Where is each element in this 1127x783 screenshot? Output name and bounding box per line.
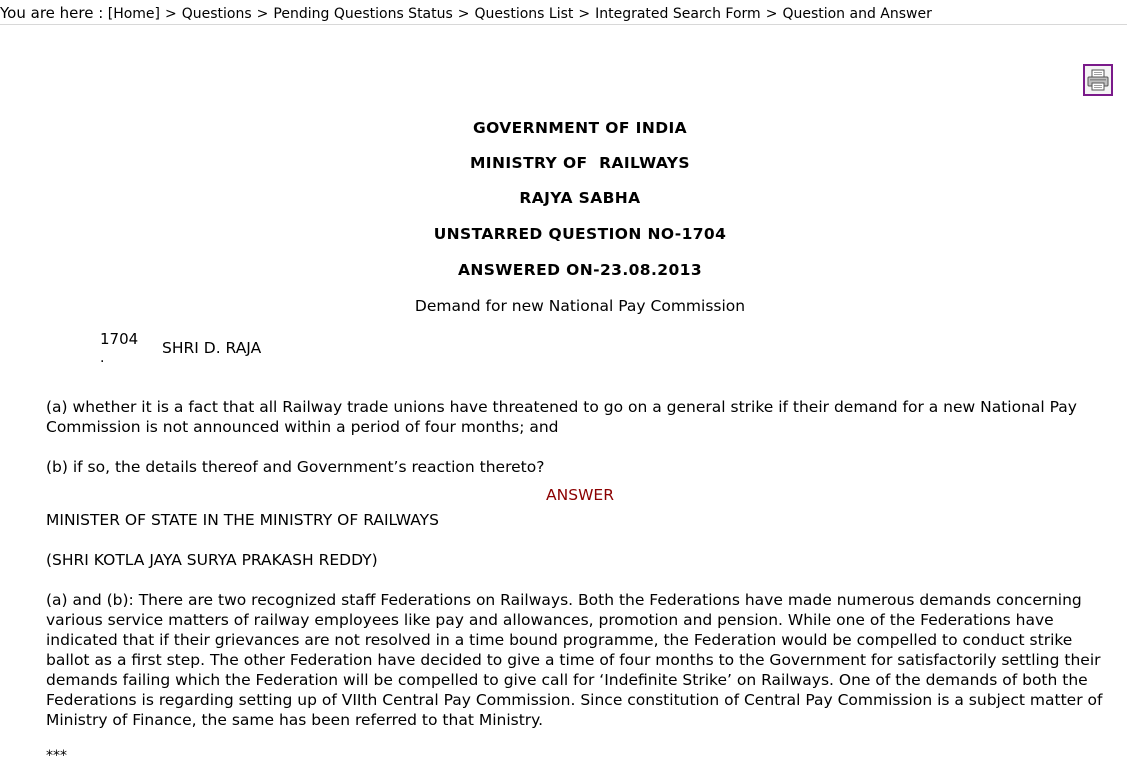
- print-button[interactable]: [1083, 64, 1113, 96]
- answer-body: (a) and (b): There are two recognized staff Federations on Railways. Both the Federations have made numerous demands concerning various service matters of railway employees like pay and allowances, promotion and pension. While one of the Federations have indicated that if their grievances are not resolved in a time bound programme, the Federation would be compelled to conduct strike ballot as a first step. The other Federation have decided to give a time of four months to the Government for satisfactorily settling their demands failing which the Federation will be compelled to give call for ‘Indefinite Strike’ on Railways. One of the demands of both the Federations is regarding setting up of VIIth Central Pay Commission. Since constitution of Central Pay Commission is a subject matter of Ministry of Finance, the same has been referred to that Ministry.: [46, 591, 1103, 729]
- breadcrumb-separator: >: [578, 6, 591, 22]
- answer-label: ANSWER: [546, 486, 614, 504]
- answer-end-mark: ***: [46, 748, 67, 764]
- breadcrumb: [0, 4, 1127, 25]
- breadcrumb-separator: >: [765, 6, 778, 22]
- breadcrumb-home-link[interactable]: [Home]: [107, 6, 161, 22]
- breadcrumb-questions-list-link[interactable]: Questions List: [474, 6, 574, 22]
- breadcrumb-lead: You are here :: [0, 4, 104, 22]
- question-serial-dot: .: [100, 350, 105, 366]
- breadcrumb-questions-link[interactable]: Questions: [181, 6, 252, 22]
- question-subject: Demand for new National Pay Commission: [414, 297, 746, 315]
- minister-name: (SHRI KOTLA JAYA SURYA PRAKASH REDDY): [46, 551, 378, 569]
- minister-title: MINISTER OF STATE IN THE MINISTRY OF RAILWAYS: [46, 511, 439, 529]
- header-question-number: UNSTARRED QUESTION NO-1704: [433, 225, 727, 243]
- header-house: RAJYA SABHA: [519, 189, 641, 207]
- header-answered-date: ANSWERED ON-23.08.2013: [457, 261, 703, 279]
- header-government: GOVERNMENT OF INDIA: [472, 119, 688, 137]
- breadcrumb-current: Question and Answer: [782, 6, 932, 22]
- breadcrumb-pending-status-link[interactable]: Pending Questions Status: [273, 6, 453, 22]
- question-member: SHRI D. RAJA: [162, 339, 262, 357]
- printer-icon: [1086, 68, 1110, 92]
- question-part-b: (b) if so, the details thereof and Government’s reaction thereto?: [46, 458, 545, 476]
- question-part-a: (a) whether it is a fact that all Railway trade unions have threatened to go on a general strike if their demand for a new National Pay Commission is not announced within a period of four months; and: [46, 398, 1077, 436]
- breadcrumb-search-form-link[interactable]: Integrated Search Form: [595, 6, 761, 22]
- breadcrumb-separator: >: [165, 6, 177, 22]
- header-ministry: MINISTRY OF RAILWAYS: [469, 154, 690, 172]
- breadcrumb-separator: >: [457, 6, 470, 22]
- breadcrumb-separator: >: [256, 6, 269, 22]
- question-serial-number: 1704: [100, 330, 139, 348]
